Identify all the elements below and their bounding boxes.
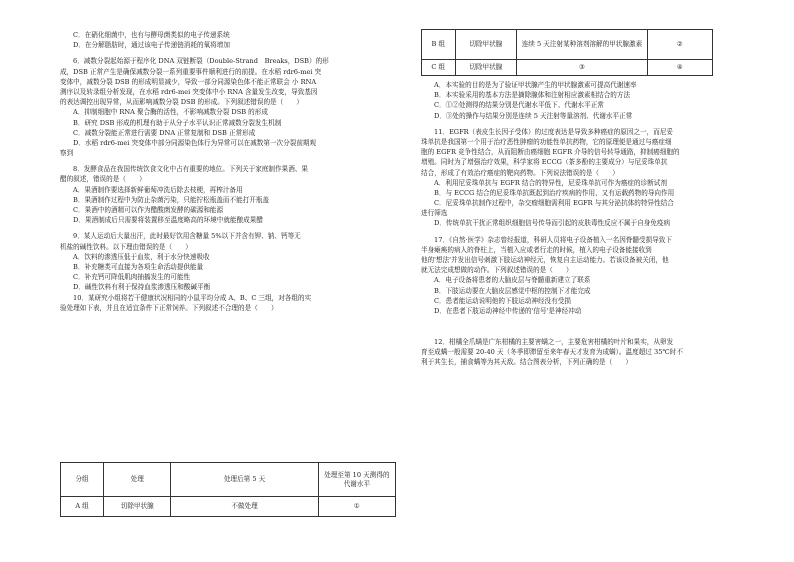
table-cell: A 组 [61, 497, 104, 517]
option-d: D．③处的操作与结果分别是连续 5 天注射等量溶剂、代谢水平正常 [434, 111, 633, 120]
table-cell: 切除甲状腺 [104, 497, 171, 517]
blank-line [421, 316, 731, 326]
option-c: C．补充钙可降低肌肉抽搐发生的可能性 [73, 273, 191, 282]
option-c: C．减数分裂能正常进行需要 DNA 正常复制和 DSB 正常形成 [73, 128, 256, 137]
question-10-stem: 10．某研究小组将若干健康状况相同的小鼠平均分成 A、B、C 三组，对各组的实 [73, 293, 312, 302]
question-8-stem: 8．发酵食品在我国传统饮食文化中占有重要的地位。下列关于家庭制作果酒、果 [73, 165, 308, 174]
option-a: A．利用尼妥珠单抗与 EGFR 结合的特异性，尼妥珠单抗可作为癌症的诊断试剂 [434, 178, 667, 187]
table-header-cell: 处理后第 5 天 [171, 463, 318, 497]
text-line: D．在分解脂肪时，通过该电子传递链消耗的氧将增加 [73, 41, 230, 50]
table-cell: C 组 [422, 60, 456, 76]
experiment-table-top [60, 462, 396, 517]
table-cell: 切除甲状腺 [455, 60, 517, 76]
text-line: 他的'想法'并发出信号刺激下肢运动神经元，恢复自主运动能力。若该设备被关闭，他 [421, 256, 669, 264]
text-line: 珠单抗是我国第一个用于治疗恶性肿瘤的功能性单抗药物，它的原理便是通过与癌症细 [421, 137, 672, 146]
option-a: A．电子设备将患者的大脑皮层与脊髓重新建立了联系 [434, 276, 591, 285]
question-12-stem: 12．柑橘全爪螨是广东柑橘的主要害螨之一，主要危害柑橘的叶片和果实，从卵发 [434, 337, 674, 346]
option-d: D．在患者下肢运动神经中传递的'信号'是神经冲动 [434, 306, 582, 315]
text-line: 半身瘫痪的病人的脊柱上，当植入应或者行走的时候，植入的电子设备能接收到 [421, 245, 652, 254]
table-header-cell: 处理 [104, 463, 171, 497]
option-a: A．抑制细胞中 RNA 聚合酶的活性，不影响减数分裂 DSB 的形成 [73, 108, 268, 117]
table-cell: 不做处理 [171, 497, 318, 517]
table-cell: ① [318, 497, 395, 517]
blank-line [421, 326, 731, 336]
option-a: A．果酒制作要选择新鲜葡萄冲洗后除去枝梗，再榨汁备用 [73, 185, 243, 194]
text-line: 测序以及转录组分析发现，在水稻 rdr6-mei 突变体中小 RNA 含量发生改变，导致基因 [60, 87, 318, 96]
option-c: C．患者能运动说明他的下肢运动神经没有受损 [434, 296, 571, 305]
table-header-cell: 处理至第 10 天测得的代谢水平 [318, 463, 395, 497]
option-a: A．本实验的目的是为了验证甲状腺产生的甲状腺激素可提高代谢速率 [434, 81, 637, 89]
table-cell: 切除甲状腺 [455, 30, 517, 60]
option-b: B．果酒制作过程中为防止杂菌污染，只能拧松瓶盖而不能打开瓶盖 [73, 195, 270, 204]
question-17-stem: 17．《自然·医学》杂志曾经报道，科研人员将电子设备植入一名因脊髓受损导致下 [434, 235, 672, 244]
text-line: 结合，形成了有效治疗癌症的靶向药物。下列说法错误的是（ ） [421, 168, 619, 177]
option-d: D．碱性饮料有利于保持血浆渗透压和酸碱平衡 [73, 283, 211, 292]
text-line: 育至成螨一般需要 20-40 天（冬季即滞留至来年春天才发育为成螨）。温度超过 35℃时不 [421, 347, 683, 356]
text-line: 成，DSB 正常产生是确保减数分裂一系列重要事件顺利进行的前提。在水稻 rdr6-mei 突 [60, 67, 322, 76]
experiment-table-bottom [421, 29, 713, 76]
option-d: D．果酒制成后只需要将装置移至温度略高的环境中就能酿成果醋 [73, 216, 263, 225]
text-line: 变体中，减数分裂 DSB 的形成明显减少，导致一部分同源染色体不能正常联会 小 RNA [60, 77, 317, 86]
option-b: B．补充糖类可直接为各项生命活动提供能量 [73, 262, 204, 271]
text-line: 就无法完成想做的动作。下列叙述错误的是（ ） [421, 266, 573, 275]
text-line: 利于其生长，捕食螨等为其天敌。结合图表分析，下列正确的是（ ） [421, 357, 632, 366]
left-column [60, 30, 398, 313]
text-line: 机盐的碱性饮料。以下理由错误的是（ ） [60, 242, 192, 251]
question-6-stem: 6．减数分裂起始源于程序化 DNA 双链断裂（Double-Strand Breaks，DSB）的形 [73, 57, 329, 66]
table-cell: ④ [647, 60, 712, 76]
table-header-cell: 分组 [61, 463, 104, 497]
text-line: 察到 [60, 149, 74, 158]
option-b: B．与 ECCG 结合的尼妥珠单抗既起到治疗疾病的作用，又有运载药物的导向作用 [434, 188, 675, 197]
option-b: B．下肢运动要在大脑皮层感觉中枢的控制下才能完成 [434, 286, 591, 295]
table-cell: ② [647, 30, 712, 60]
table-cell: 连续 5 天注射某种溶剂溶解的甲状腺激素 [517, 30, 648, 60]
option-d: D．传统单抗干扰正常组织细胞信号传导而引起的皮肤毒性反应不属于自身免疫病 [434, 219, 671, 228]
text-line: 醋的叙述，错误的是（ ） [60, 175, 146, 184]
option-c: C．①②处测得的结果分别是代谢水平低下、代谢水平正常 [434, 101, 604, 110]
option-b: B．研究 DSB 形成的机理有助于从分子水平认识正常减数分裂发生机制 [73, 118, 282, 127]
option-a: A．饮料的渗透压低于血浆，利于水分快速吸收 [73, 252, 210, 261]
option-c: C．果酒中的酒精可以作为醋酸菌发酵的碳源和能源 [73, 206, 224, 214]
question-9-stem: 9．某人运动后大量出汗，此时最好饮用含糖量 5%以下并含有钾、钠、钙等无 [73, 232, 301, 241]
option-b: B．本实验采用的基本方法是摘除腺体和注射相应激素相结合的方法 [434, 91, 631, 100]
text-line: 进行筛选 [421, 209, 448, 218]
option-d: D．水稻 rdr6-mei 突变体中部分同源染色体行为异常可以在减数第一次分裂前期观 [73, 138, 317, 147]
text-line: 验处理如下表，并且在适宜条件下正常饲养。下列叙述不合理的是（ ） [60, 303, 278, 312]
option-c: C．尼妥珠单抗制作过程中，杂交瘤细胞需利用 EGFR 与其分泌抗体的特异性结合 [434, 199, 674, 208]
text-line: 增殖。同时为了增强治疗效果，科学家将 ECCG（茶多酚的主要成分）与尼妥珠单抗 [421, 158, 668, 167]
right-column [421, 80, 731, 367]
question-11-stem: 11．EGFR（表皮生长因子受体）的过度表达是导致多种癌症的原因之一，而尼妥 [434, 127, 674, 136]
table-cell: ③ [517, 60, 648, 76]
table-cell: B 组 [422, 30, 456, 60]
text-line: C．在硝化细菌中，也有与酵母菌类似的电子传递系统 [73, 31, 230, 39]
text-line: 的表达调控出现异常，从而影响减数分裂 DSB 的形成。下列叙述错误的是（ ） [60, 98, 304, 107]
text-line: 胞的 EGFR 竞争性结合，从而阻断由癌细胞 EGFR 介导的信号转导通路，抑制癌细胞的 [421, 148, 680, 157]
